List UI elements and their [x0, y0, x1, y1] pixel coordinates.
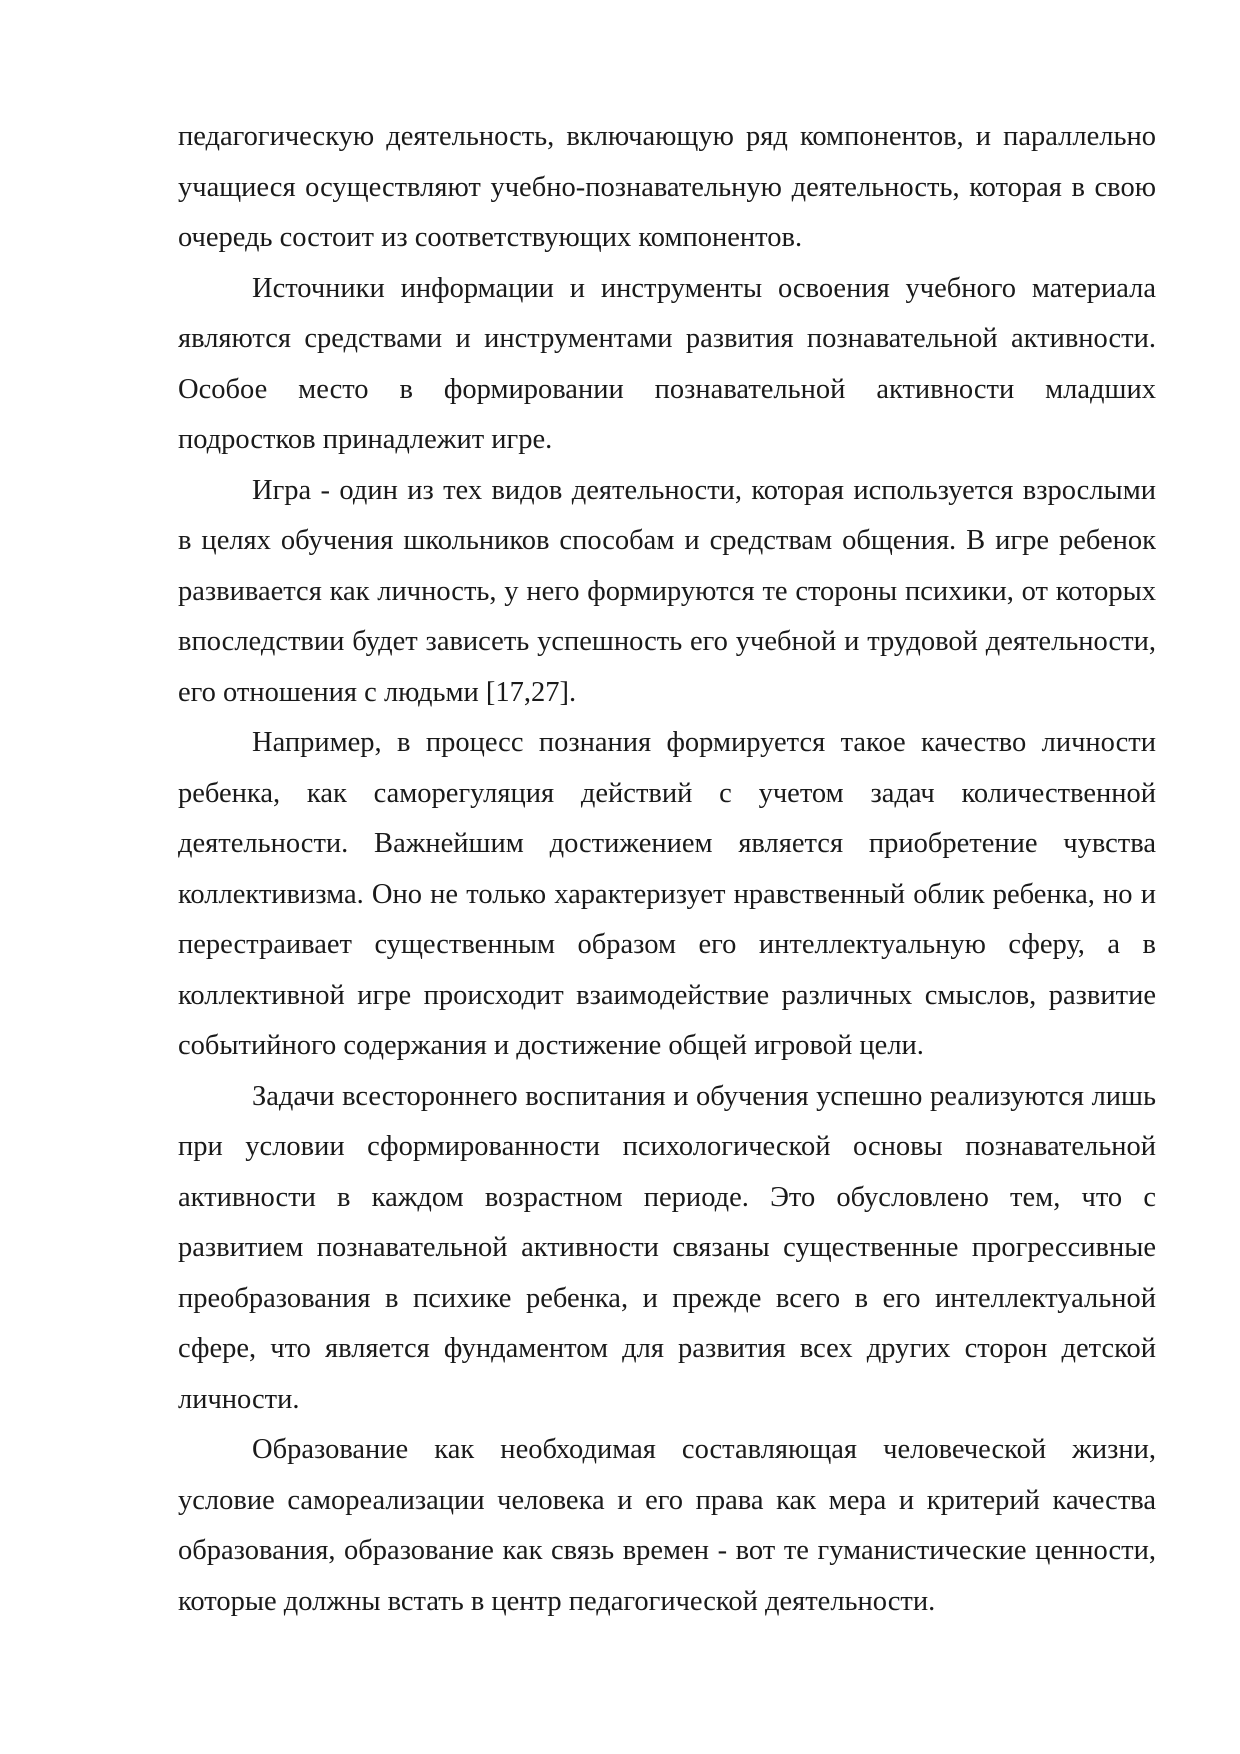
paragraph-4: Например, в процесс познания формируется такое качество личности ребенка, как саморегуляция действий с учетом задач количественной деятельности. Важнейшим достижением является приобретение чувства коллективизма. Оно не только характеризует нравственный облик ребенка, но и перестраивает существенным образом его интеллектуальную сферу, а в коллективной игре происходит взаимодействие различных смыслов, развитие событийного содержания и достижение общей игровой цели. [178, 727, 1156, 1061]
paragraph-5: Задачи всестороннего воспитания и обучения успешно реализуются лишь при условии сформированности психологической основы познавательной активности в каждом возрастном периоде. Это обусловлено тем, что с развитием познавательной активности связаны существенные прогрессивные преобразования в психике ребенка, и прежде всего в его интеллектуальной сфере, что является фундаментом для развития всех других сторон детской личности. [178, 1080, 1156, 1415]
body-text [178, 112, 1156, 1627]
paragraph-3: Игра - один из тех видов деятельности, которая используется взрослыми в целях обучения школьников способам и средствам общения. В игре ребенок развивается как личность, у него формируются те стороны психики, от которых впоследствии будет зависеть успешность его учебной и трудовой деятельности, его отношения с людьми [17,27]. [178, 474, 1156, 708]
paragraph-1: педагогическую деятельность, включающую ряд компонентов, и параллельно учащиеся осуществляют учебно-познавательную деятельность, которая в свою очередь состоит из соответствующих компонентов. [178, 121, 1156, 253]
paragraph-6: Образование как необходимая составляющая человеческой жизни, условие самореализации человека и его права как мера и критерий качества образования, образование как связь времен - вот те гуманистические ценности, которые должны встать в центр педагогической деятельности. [178, 1434, 1156, 1617]
paragraph-2: Источники информации и инструменты освоения учебного материала являются средствами и инструментами развития познавательной активности. Особое место в формировании познавательной активности младших подростков принадлежит игре. [178, 272, 1156, 455]
